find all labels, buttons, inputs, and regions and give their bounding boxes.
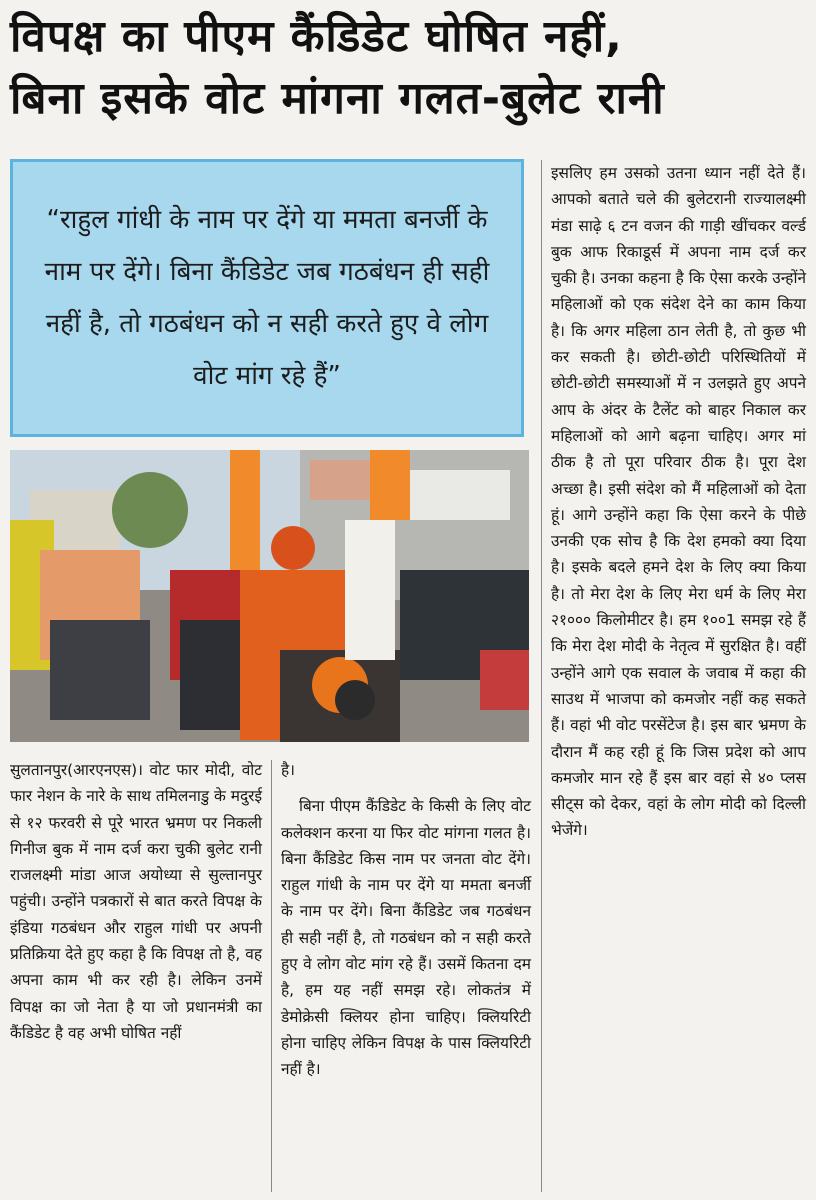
article-paragraph: इसलिए हम उसको उतना ध्यान नहीं देते हैं। आपको बताते चले की बुलेटरानी राज्यालक्ष्मी मंडा साढ़े ६ टन वजन की गाड़ी खींचकर वर्ल्ड बुक आफ रिकाडूर्स में अपना नाम दर्ज कर चुकी है। उनका कहना है कि ऐसा करके उन्होंने महिलाओं को एक संदेश देने का काम किया है। कि अगर महिला ठान लेती है, तो कुछ भी कर सकती है। छोटी-छोटी परिस्थितियों में छोटी-छोटी समस्याओं में न उलझते हुए अपने आप के अंदर के टैलेंट को बाहर निकाल कर महिलाओं को आगे बढ़ना चाहिए। अगर मां ठीक है तो पूरा परिवार ठीक है। पूरा देश अच्छा है। इसी संदेश को मैं महिलाओं को देता हूं। आगे उन्होंने कहा कि ऐसा करने के पीछे उनकी एक सोच है कि देश हमको क्या दिया है। इसके बदले हमने देश के लिए क्या किया है। तो मेरा देश के लिए मेरा धर्म के लिए मेरा २१००० किलोमीटर है। हम १००1 समझ रहे हैं कि मेरा देश मोदी के नेतृत्व में सुरक्षित है। वहीं उन्होंने आगे एक सवाल के जवाब में कहा की साउथ में भाजपा को कमजोर नहीं कह सकते हैं। वहां भी वोट परसेंटेज है। इस बार भ्रमण के दौरान मैं कह रही हूं कि जिस प्रदेश को आप कमजोर मान रहे हैं इस बार वहां से ४० प्लस सीट्स को देकर, वहां के लोग मोदी को दिल्ली भेजेंगे।	[551, 164, 806, 840]
news-photo	[10, 450, 529, 742]
article-paragraph: है।	[281, 761, 296, 779]
column-divider	[541, 160, 542, 1192]
photo-illustration	[10, 450, 529, 742]
headline-line-1: विपक्ष का पीएम कैंडिडेट घोषित नहीं,	[10, 11, 623, 62]
pull-quote-box	[10, 159, 524, 437]
headline	[10, 6, 806, 130]
column-divider	[271, 760, 272, 1192]
article-column-2	[281, 757, 531, 1083]
article-column-1	[10, 757, 262, 1046]
pull-quote-text: “राहुल गांधी के नाम पर देंगे या ममता बनर्जी के नाम पर देंगे। बिना कैंडिडेट जब गठबंधन ही सही नहीं है, तो गठबंधन को न सही करते हुए वे लोग वोट मांग रहे हैं”	[44, 205, 490, 391]
article-paragraph: सुलतानपुर(आरएनएस)। वोट फार मोदी, वोट फार नेशन के नारे के साथ तमिलनाडु के मदुरई से १२ फरवरी से पूरे भारत भ्रमण पर निकली गिनीज बुक में नाम दर्ज करा चुकी बुलेट रानी राजलक्ष्मी मांडा आज अयोध्या से सुल्तानपुर पहुंची। उन्होंने पत्रकारों से बात करते विपक्ष के इंडिया गठबंधन और राहुल गांधी पर अपनी प्रतिक्रिया देते हुए कहा है कि विपक्ष तो है, वह अपना काम भी कर रही है। लेकिन उनमें विपक्ष का जो नेता है या जो प्रधानमंत्री का कैंडिडेट है वह अभी घोषित नहीं	[10, 761, 262, 1042]
article-column-3	[551, 160, 806, 844]
article-paragraph: बिना पीएम कैंडिडेट के किसी के लिए वोट कलेक्शन करना या फिर वोट मांगना गलत है। बिना कैंडिडेट किस नाम पर जनता वोट देंगे। राहुल गांधी के नाम पर देंगे या ममता बनर्जी के नाम पर देंगे। बिना कैंडिडेट जब गठबंधन ही सही नहीं है, तो गठबंधन को न सही करते हुए वे लोग वोट मांग रहे हैं। उसमें कितना दम है, हम यह नहीं समझ रहे। लोकतंत्र में डेमोक्रेसी क्लियर होना चाहिए। क्लियरिटी होना चाहिए लेकिन विपक्ष के पास क्लियरिटी नहीं है।	[281, 797, 531, 1079]
headline-line-2: बिना इसके वोट मांगना गलत-बुलेट रानी	[10, 73, 665, 124]
